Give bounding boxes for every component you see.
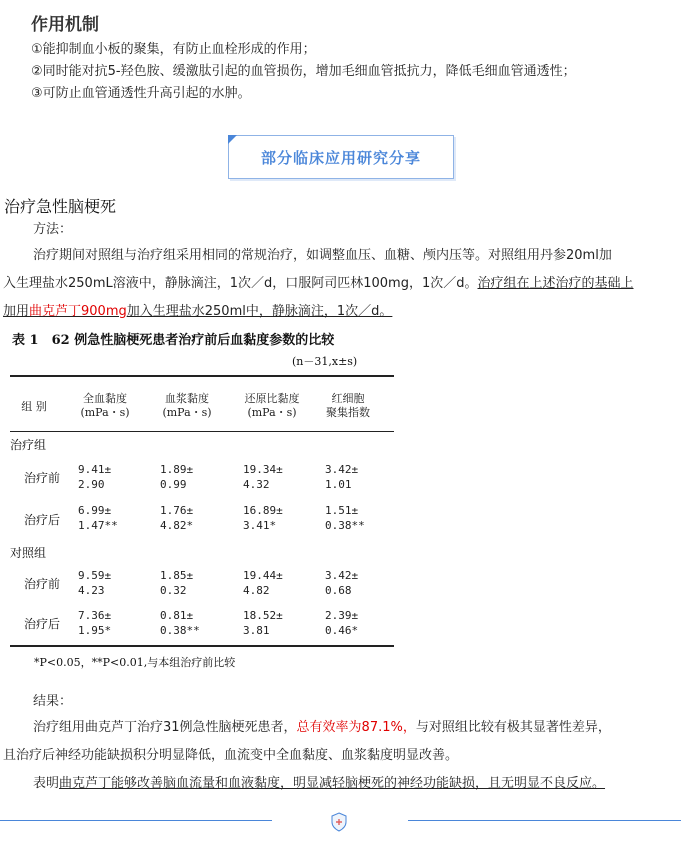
header-reduced-line-1: 还原比黏度 (244, 392, 300, 405)
header-plasma-line-2: (mPa・s) (162, 406, 212, 419)
mechanism-item-3: ③可防止血管通透性升高引起的水肿。 (31, 86, 251, 101)
section-title: 治疗急性脑梗死 (4, 197, 117, 216)
result-efficacy: 总有效率为87.1%， (296, 720, 416, 735)
result-label: 结果： (33, 694, 73, 709)
table-cell: 3.42± 1.01 (325, 463, 359, 491)
table-bottom-rule (10, 645, 394, 647)
header-whole-blood (70, 392, 140, 420)
table-subtitle: (n－31,x±s) (292, 355, 358, 368)
table-cell: 1.89± 0.99 (160, 463, 194, 491)
table-cell: 19.34± 4.32 (243, 463, 283, 491)
method-line-2 (3, 272, 634, 291)
method-drug-dose: 曲克芦丁900mg (29, 304, 127, 319)
table-cell: 1.76± 4.82* (160, 504, 194, 532)
header-reduced-line-2: (mPa・s) (247, 406, 297, 419)
row-label: 治疗前 (24, 577, 61, 591)
result-conclusion: 曲克芦丁能够改善脑血流量和血液黏度，明显减轻脑梗死的神经功能缺损，且无明显不良反应。 (59, 776, 606, 791)
method-line-2-underlined: 治疗组在上述治疗的基础上 (477, 276, 634, 291)
table-cell: 9.41± 2.90 (78, 463, 112, 491)
header-group: 组 别 (21, 400, 47, 413)
method-label: 方法： (33, 222, 73, 237)
header-whole-blood-line-1: 全血黏度 (83, 392, 127, 405)
table-title: 表 1 62 例急性脑梗死患者治疗前后血黏度参数的比较 (12, 333, 335, 348)
row-label: 治疗前 (24, 471, 61, 485)
header-reduced-viscosity (232, 392, 312, 420)
mechanism-title: 作用机制 (31, 15, 99, 35)
header-plasma (152, 392, 222, 420)
table-cell: 1.51± 0.38** (325, 504, 365, 532)
table-cell: 7.36± 1.95* (78, 609, 112, 637)
result-line-3-a: 表明 (33, 776, 60, 791)
result-line-2: 且治疗后神经功能缺损积分明显降低，血流变中全血黏度、血浆黏度明显改善。 (3, 748, 459, 763)
method-line-3-prefix: 加用 (3, 304, 30, 319)
result-line-3 (33, 772, 605, 791)
table-cell: 19.44± 4.82 (243, 569, 283, 597)
footer-rule-right (408, 820, 681, 821)
table-header-rule (10, 431, 394, 432)
table-cell: 3.42± 0.68 (325, 569, 359, 597)
result-line-1 (33, 716, 611, 735)
row-label: 治疗后 (24, 617, 61, 631)
method-line-3 (3, 300, 392, 319)
table-cell: 0.81± 0.38** (160, 609, 200, 637)
header-rbc-line-2: 聚集指数 (326, 406, 370, 419)
badge-corner-decoration (228, 135, 237, 144)
group-control: 对照组 (10, 546, 47, 560)
header-plasma-line-1: 血浆黏度 (165, 392, 209, 405)
table-cell: 6.99± 1.47** (78, 504, 118, 532)
table-top-rule (10, 375, 394, 377)
mechanism-item-2: ②同时能对抗5-羟色胺、缓激肽引起的血管损伤，增加毛细血管抵抗力，降低毛细血管通透性； (31, 64, 576, 79)
table-cell: 1.85± 0.32 (160, 569, 194, 597)
table-footnote: *P<0.05，**P<0.01,与本组治疗前比较 (34, 656, 236, 669)
section-badge-label: 部分临床应用研究分享 (260, 148, 421, 167)
table-cell: 9.59± 4.23 (78, 569, 112, 597)
row-label: 治疗后 (24, 513, 61, 527)
header-rbc-aggregation (320, 392, 376, 420)
method-line-2-text: 入生理盐水250mL溶液中，静脉滴注，1次／d，口服阿司匹林100mg，1次／d。 (3, 276, 478, 291)
result-line-1-a: 治疗组用曲克芦丁治疗31例急性脑梗死患者， (33, 720, 297, 735)
group-treatment: 治疗组 (10, 438, 47, 452)
table-cell: 2.39± 0.46* (325, 609, 359, 637)
result-line-1-b: 与对照组比较有极其显著性差异， (415, 720, 611, 735)
table-cell: 18.52± 3.81 (243, 609, 283, 637)
method-line-1: 治疗期间对照组与治疗组采用相同的常规治疗，如调整血压、血糖、颅内压等。对照组用丹参20ml加 (33, 248, 612, 263)
header-whole-blood-line-2: (mPa・s) (80, 406, 130, 419)
mechanism-item-1: ①能抑制血小板的聚集，有防止血栓形成的作用； (31, 42, 316, 57)
method-line-3-rest: 加入生理盐水250ml中，静脉滴注，1次／d。 (126, 304, 393, 319)
section-badge (228, 135, 454, 179)
footer-rule-left (0, 820, 272, 821)
table-cell: 16.89± 3.41* (243, 504, 283, 532)
shield-plus-icon (330, 812, 348, 832)
header-rbc-line-1: 红细胞 (331, 392, 365, 405)
